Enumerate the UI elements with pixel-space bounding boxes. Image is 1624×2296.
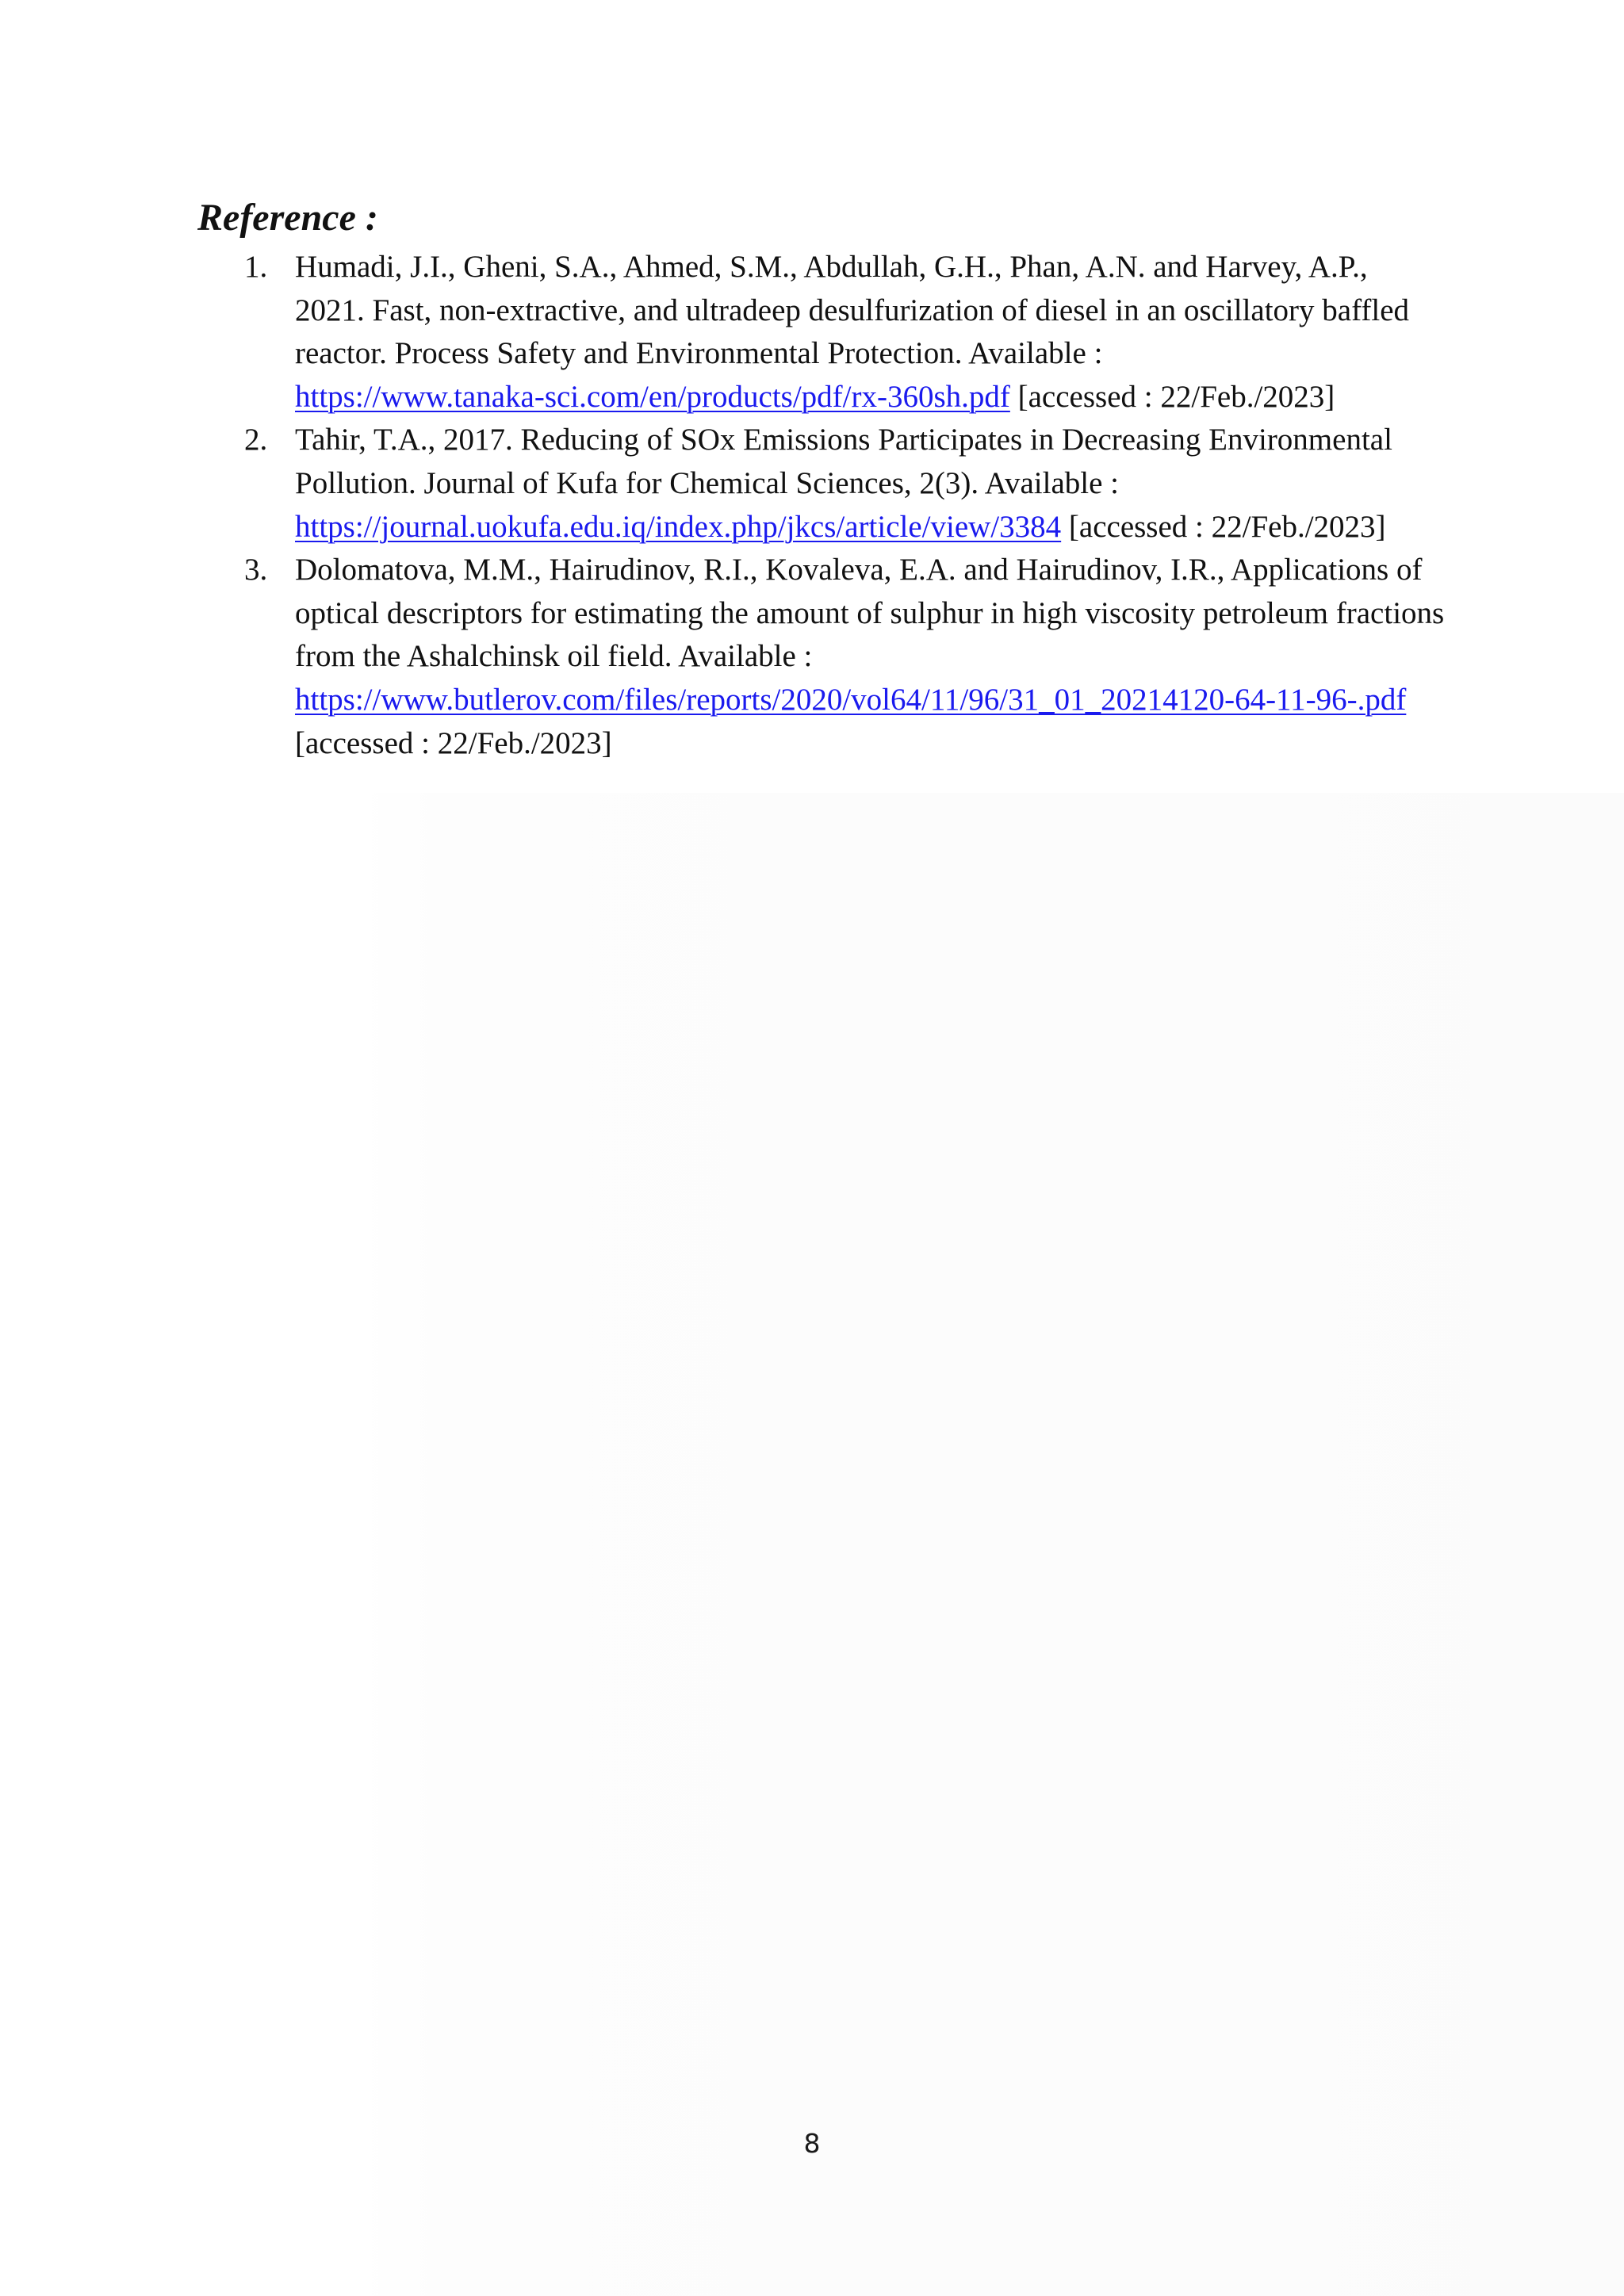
reference-number: 3. [244,553,268,587]
reference-number: 1. [244,250,268,284]
reference-link[interactable]: https://journal.uokufa.edu.iq/index.php/jkcs/article/view/3384 [295,509,1062,544]
reference-accessed: [accessed : 22/Feb./2023] [295,725,612,760]
reference-link[interactable]: https://www.butlerov.com/files/reports/2020/vol64/11/96/31_01_20214120-64-11-96-.pdf [295,682,1407,717]
reference-text: Tahir, T.A., 2017. Reducing of SOx Emissions Participates in Decreasing Environmental Pollution. Journal of Kufa for Chemical Sciences, 2(3). Available : [295,423,1392,500]
reference-heading: Reference : [197,197,378,239]
reference-number: 2. [244,423,268,457]
reference-item-3 [239,549,1445,765]
page-number: 8 [803,2128,821,2159]
reference-accessed: [accessed : 22/Feb./2023] [1017,379,1335,414]
reference-accessed: [accessed : 22/Feb./2023] [1068,509,1386,544]
reference-item-2 [239,419,1445,549]
reference-item-1 [239,246,1445,419]
reference-text: Dolomatova, M.M., Hairudinov, R.I., Kovaleva, E.A. and Hairudinov, I.R., Applications of optical descriptors for estimating the amount of sulphur in high viscosity petroleum fractions from the Ashalchinsk oil field. Available : [295,553,1445,674]
reference-list [239,246,1445,765]
page-shade [361,793,1624,2296]
reference-link[interactable]: https://www.tanaka-sci.com/en/products/pdf/rx-360sh.pdf [295,379,1010,414]
reference-text: Humadi, J.I., Gheni, S.A., Ahmed, S.M., Abdullah, G.H., Phan, A.N. and Harvey, A.P., 2021. Fast, non-extractive, and ultradeep desulfurization of diesel in an oscillatory baffled reactor. Process Safety and Environmental Protection. Available : [295,250,1410,371]
